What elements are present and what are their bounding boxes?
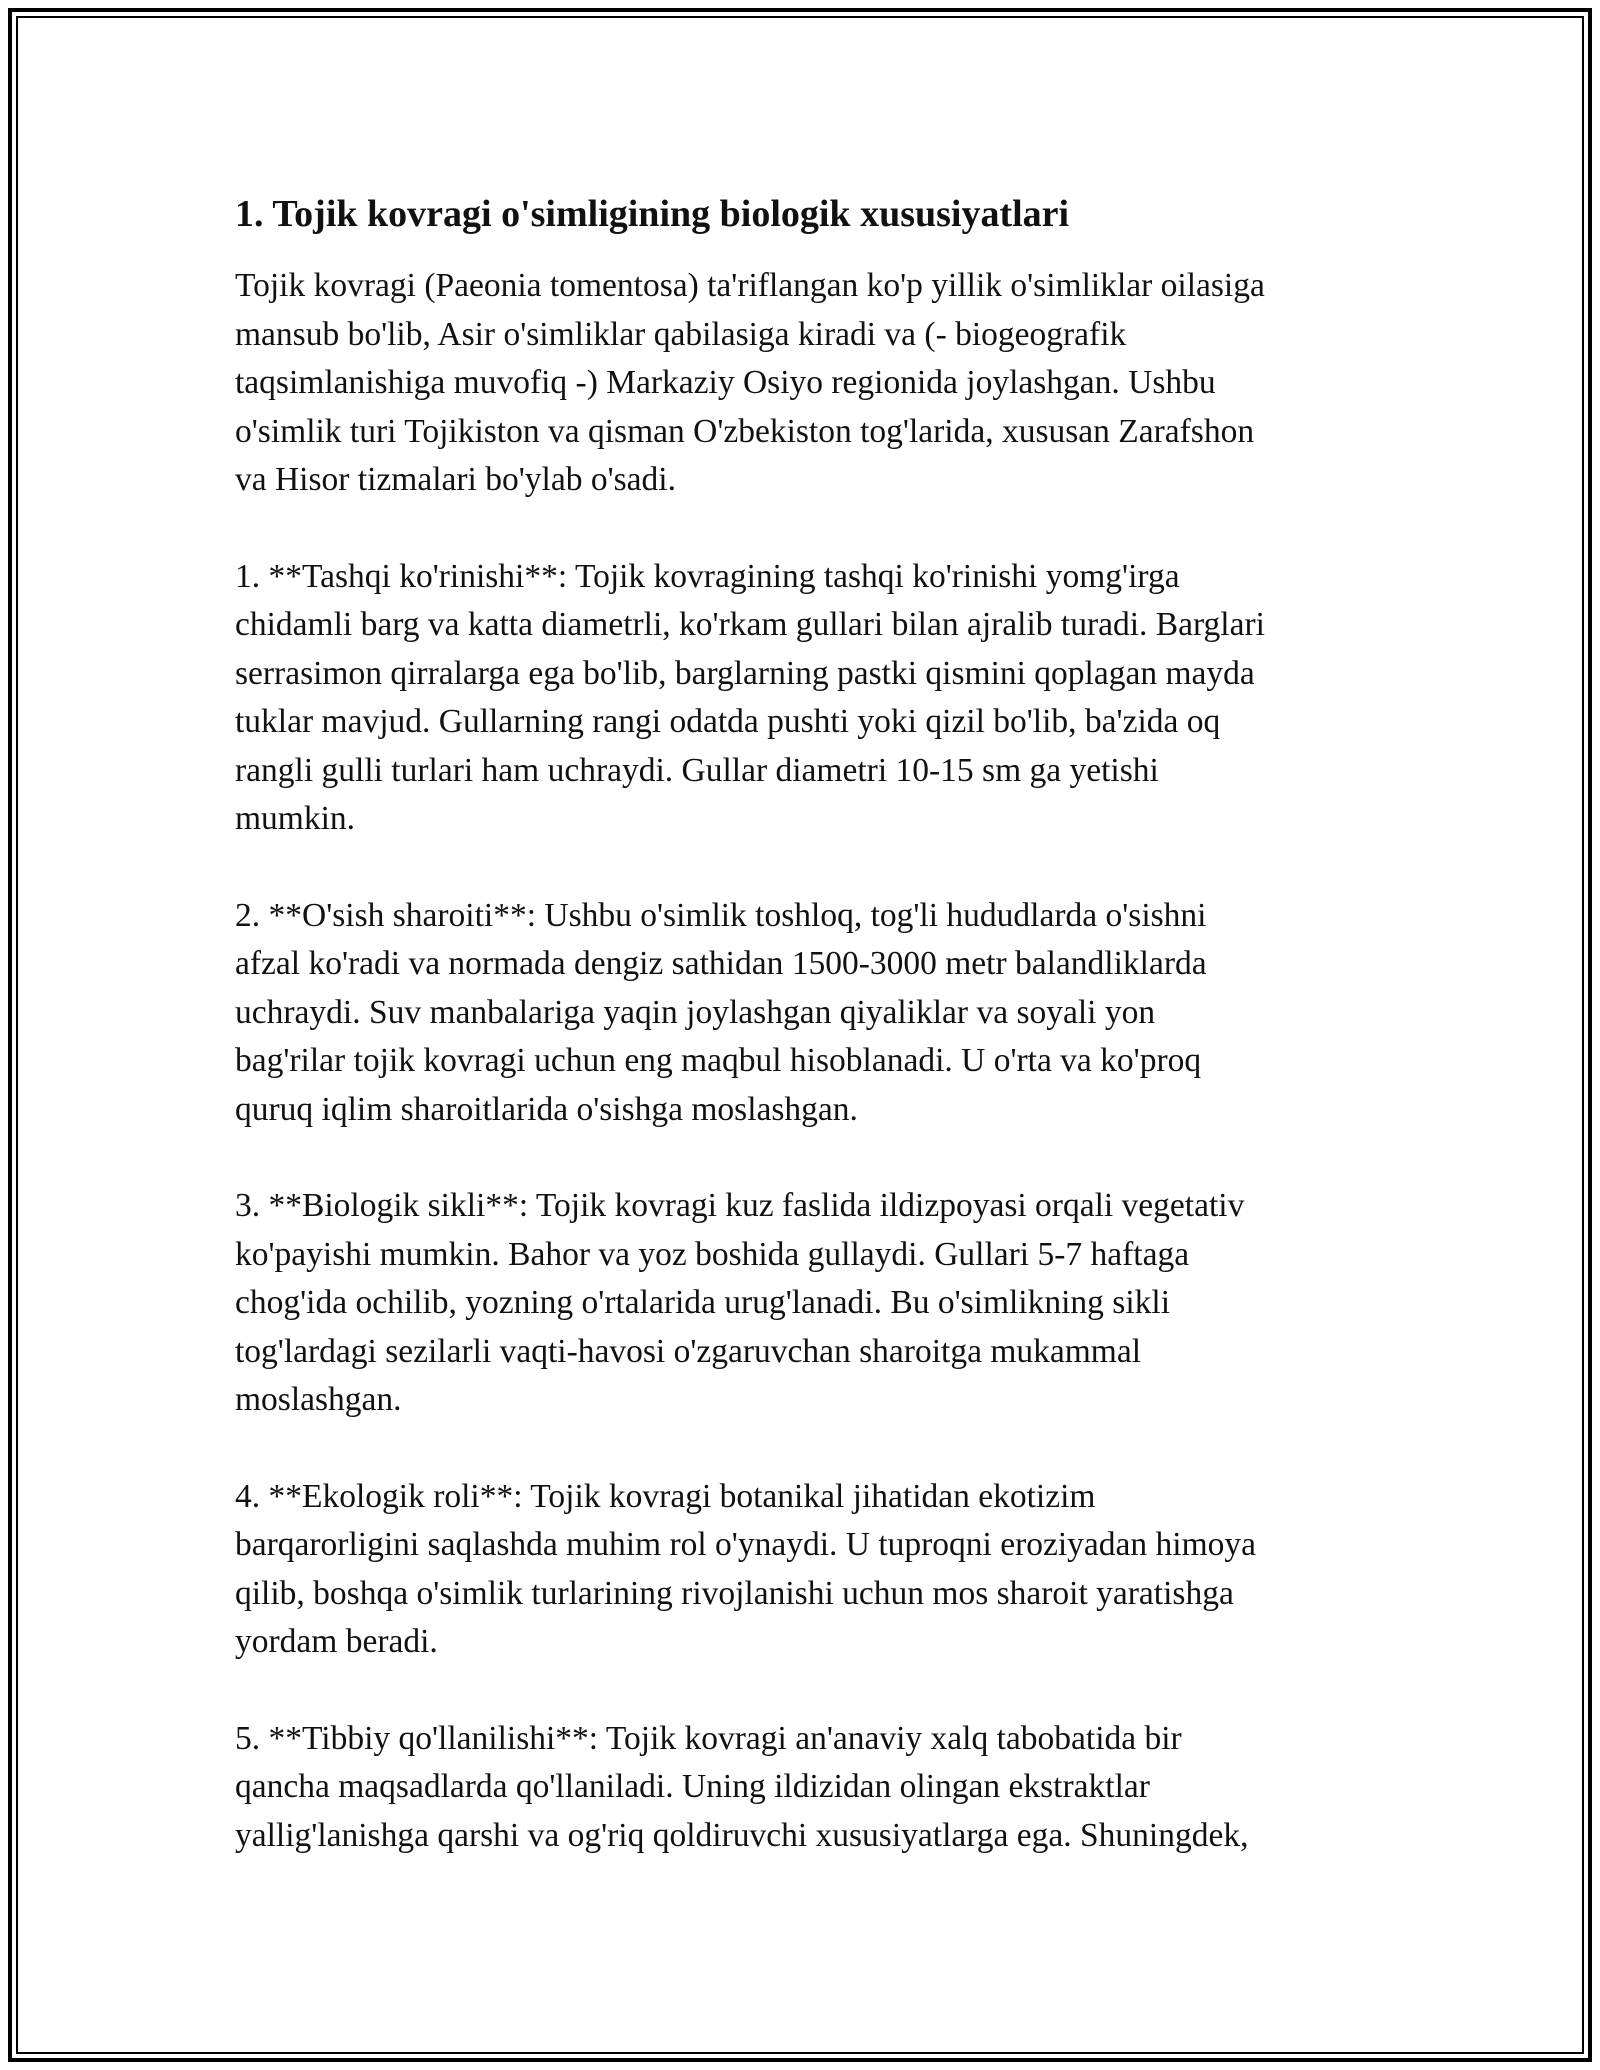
paragraph-biological-cycle: 3. **Biologik sikli**: Tojik kovragi kuz faslida ildizpoyasi orqali vegetativ ko'payishi mumkin. Bahor va yoz boshida gullaydi. Gullari 5-7 haftaga chog'ida ochilib, yozning o'rtalarida urug'lanadi. Bu o'simlikning sikli tog'lardagi sezilarli vaqti-havosi o'zgaruvchan sharoitga mukammal moslashgan. — [235, 1187, 1245, 1418]
intro-paragraph: Tojik kovragi (Paeonia tomentosa) ta'riflangan ko'p yillik o'simliklar oilasiga mansub bo'lib, Asir o'simliklar qabilasiga kiradi va (- biogeografik taqsimlanishiga muvofiq -) Markaziy Osiyo regionida joylashgan. Ushbu o'simlik turi Tojikiston va qisman O'zbekiston tog'larida, xususan Zarafshon va Hisor tizmalari bo'ylab o'sadi. — [235, 267, 1265, 498]
paragraph-appearance: 1. **Tashqi ko'rinishi**: Tojik kovragining tashqi ko'rinishi yomg'irga chidamli barg va katta diametrli, ko'rkam gullari bilan ajralib turadi. Barglari serrasimon qirralarga ega bo'lib, barglarning pastki qismini qoplagan mayda tuklar mavjud. Gullarning rangi odatda pushti yoki qizil bo'lib, ba'zida oq rangli gulli turlari ham uchraydi. Gullar diametri 10-15 sm ga yetishi mumkin. — [235, 557, 1265, 837]
paragraph-growth-conditions: 2. **O'sish sharoiti**: Ushbu o'simlik toshloq, tog'li hududlarda o'sishni afzal ko'radi va normada dengiz sathidan 1500-3000 metr balandliklarda uchraydi. Suv manbalariga yaqin joylashgan qiyaliklar va soyali yon bag'rilar tojik kovragi uchun eng maqbul hisoblanadi. U o'rta va ko'proq quruq iqlim sharoitlarida o'sishga moslashgan. — [235, 896, 1207, 1128]
document-body — [235, 188, 1380, 1908]
section-heading: 1. Tojik kovragi o'simligining biologik xususiyatlari — [235, 193, 1070, 235]
paragraph-medical-use: 5. **Tibbiy qo'llanilishi**: Tojik kovragi an'anaviy xalq tabobatida bir qancha maqsadlarda qo'llaniladi. Uning ildizidan olingan ekstraktlar yallig'lanishga qarshi va og'riq qoldiruvchi xususiyatlarga ega. Shuningdek, — [235, 1719, 1249, 1854]
paragraph-ecological-role: 4. **Ekologik roli**: Tojik kovragi botanikal jihatidan ekotizim barqarorligini saqlashda muhim rol o'ynaydi. U tuproqni eroziyadan himoya qilib, boshqa o'simlik turlarining rivojlanishi uchun mos sharoit yaratishga yordam beradi. — [235, 1477, 1257, 1660]
